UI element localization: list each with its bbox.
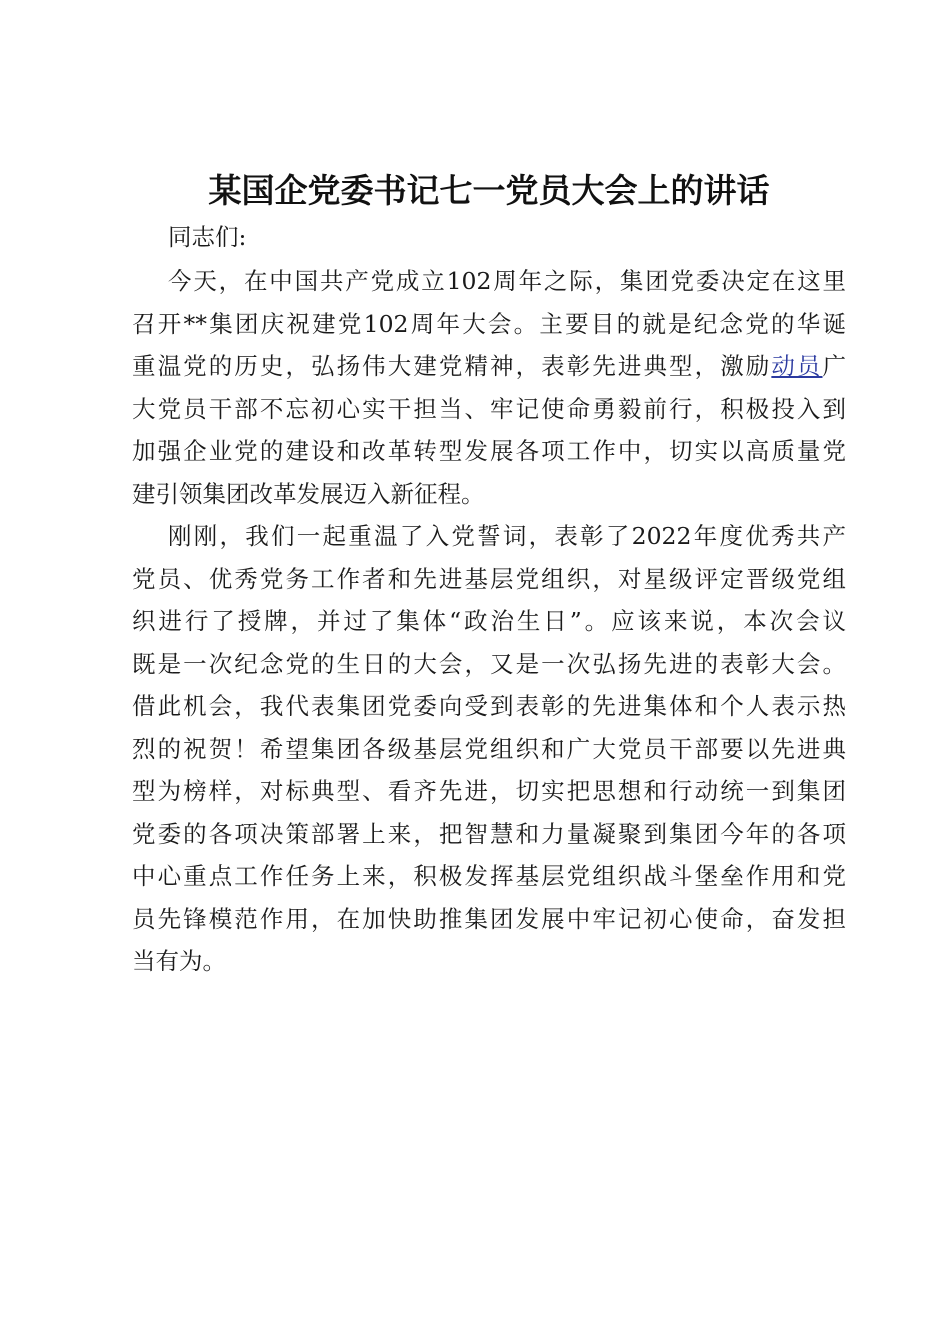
text-line: 大党员干部不忘初心实干担当、牢记使命勇毅前行，积极投入到	[132, 394, 846, 423]
text-line: 召开**集团庆祝建党102周年大会。主要目的就是纪念党的华诞	[132, 309, 846, 338]
text-line: 型为榜样，对标典型、看齐先进，切实把思想和行动统一到集团	[132, 777, 846, 805]
text-line: 党委的各项决策部署上来，把智慧和力量凝聚到集团今年的各项	[132, 819, 846, 848]
mobilize-link[interactable]: 动员	[771, 352, 823, 380]
text-line: 借此机会，我代表集团党委向受到表彰的先进集体和个人表示热	[132, 692, 846, 720]
text-line: 建引领集团改革发展迈入新征程。	[132, 479, 485, 508]
text-line: 刚刚，我们一起重温了入党誓词，表彰了2022年度优秀共产	[168, 522, 846, 550]
paragraph-1	[132, 260, 846, 515]
text-line: 加强企业党的建设和改革转型发展各项工作中，切实以高质量党	[132, 437, 846, 465]
document-title: 某国企党委书记七一党员大会上的讲话	[208, 171, 770, 210]
text-line-with-link	[132, 345, 846, 388]
text-span: 重温党的历史，弘扬伟大建党精神，表彰先进典型，激励	[132, 352, 772, 380]
text-line: 烈的祝贺！希望集团各级基层党组织和广大党员干部要以先进典	[132, 734, 846, 763]
salutation: 同志们:	[168, 223, 247, 251]
text-line: 织进行了授牌，并过了集体“政治生日”。应该来说，本次会议	[132, 607, 846, 635]
text-line: 今天，在中国共产党成立102周年之际，集团党委决定在这里	[168, 267, 846, 295]
text-span: 广	[822, 352, 847, 380]
text-line: 党员、优秀党务工作者和先进基层党组织，对星级评定晋级党组	[132, 564, 846, 593]
paragraph-2	[132, 515, 846, 983]
text-line: 当有为。	[132, 947, 226, 975]
text-line: 中心重点工作任务上来，积极发挥基层党组织战斗堡垒作用和党	[132, 862, 846, 890]
text-line: 既是一次纪念党的生日的大会，又是一次弘扬先进的表彰大会。	[132, 649, 846, 678]
text-line: 员先锋模范作用，在加快助推集团发展中牢记初心使命，奋发担	[132, 904, 846, 933]
document-page	[132, 168, 846, 983]
